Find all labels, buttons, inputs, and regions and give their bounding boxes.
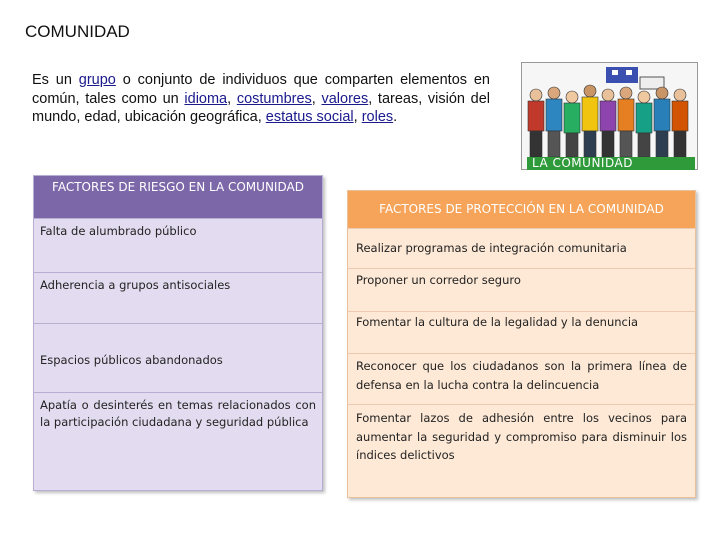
table-cell: Espacios públicos abandonados bbox=[40, 353, 223, 367]
table-row bbox=[34, 323, 322, 392]
table-row: Proponer un corredor seguro bbox=[348, 268, 695, 311]
risk-factors-table bbox=[33, 175, 323, 491]
table-row: Reconocer que los ciudadanos son la primera línea de defensa en la lucha contra la delincuencia bbox=[348, 353, 695, 404]
table-row: Fomentar la cultura de la legalidad y la denuncia bbox=[348, 311, 695, 353]
protection-table-header: FACTORES DE PROTECCIÓN EN LA COMUNIDAD bbox=[348, 191, 695, 228]
community-photo bbox=[521, 62, 698, 170]
community-people-illustration bbox=[522, 63, 697, 169]
link-valores[interactable]: valores bbox=[321, 90, 369, 107]
table-cell: Realizar programas de integración comunitaria bbox=[356, 241, 627, 256]
table-row bbox=[348, 228, 695, 268]
protection-factors-table bbox=[347, 190, 696, 498]
link-estatus-social[interactable]: estatus social bbox=[265, 109, 354, 125]
table-row: Fomentar lazos de adhesión entre los vecinos para aumentar la seguridad y compromiso para disminuir los índices delictivos bbox=[348, 404, 695, 497]
link-grupo[interactable]: grupo bbox=[78, 72, 116, 88]
table-row: Adherencia a grupos antisociales bbox=[34, 272, 322, 323]
link-costumbres[interactable]: costumbres bbox=[236, 90, 312, 107]
risk-table-header: FACTORES DE RIESGO EN LA COMUNIDAD bbox=[34, 176, 322, 218]
page-title: COMUNIDAD bbox=[25, 22, 130, 41]
link-idioma[interactable]: idioma bbox=[184, 90, 228, 107]
intro-paragraph: Es un grupo o conjunto de individuos que comparten elementos en común, tales como un idioma, costumbres, valores, tareas, visión del mundo, edad, ubicación geográfica, estatus social, roles. bbox=[32, 72, 490, 125]
photo-caption: LA COMUNIDAD bbox=[527, 157, 695, 170]
table-row: Falta de alumbrado público bbox=[34, 218, 322, 272]
table-row: Apatía o desinterés en temas relacionados con la participación ciudadana y seguridad pública bbox=[34, 392, 322, 490]
link-roles[interactable]: roles bbox=[361, 109, 394, 125]
